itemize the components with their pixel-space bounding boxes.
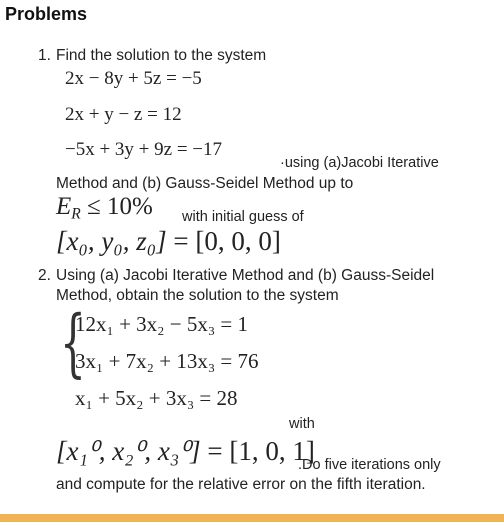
problem-1-equation-3: −5x + 3y + 9z = −17 (65, 139, 223, 160)
problem-1-method-text: ·using (a)Jacobi Iterative (280, 155, 439, 171)
problem-1-number: 1. (38, 47, 51, 64)
iterations-instruction: .Do five iterations only (298, 457, 441, 473)
problem-2-equation-2: 3x₁ + 7x₂ + 13x₃ = 76 (75, 349, 259, 373)
bottom-accent-bar (0, 514, 504, 522)
relative-error-formula (56, 193, 153, 223)
page-title: Problems (5, 4, 88, 24)
problem-1-equation-1: 2x − 8y + 5z = −5 (65, 68, 202, 89)
problem-2-guess-vector: [x₁⁰, x₂⁰, x₃⁰] (56, 436, 201, 466)
problem-2-with-label: with (289, 416, 315, 432)
problem-1-initial-guess (56, 226, 281, 257)
problem-2-last-line: and compute for the relative error on the fifth iteration. (56, 476, 426, 493)
problem-2-line-1: Using (a) Jacobi Iterative Method and (b) Gauss-Seidel (56, 267, 435, 284)
relative-error-symbol: E (56, 193, 72, 220)
problem-1-intro: Find the solution to the system (56, 47, 267, 64)
system-brace: { (60, 300, 86, 386)
relative-error-threshold: ≤ 10% (80, 193, 153, 220)
initial-guess-label: with initial guess of (182, 209, 304, 225)
problem-2-equation-3: x₁ + 5x₂ + 3x₃ = 28 (75, 386, 238, 410)
relative-error-subscript: R (71, 205, 81, 223)
problem-2-initial-guess (56, 436, 315, 467)
problem-2-guess-values: = [1, 0, 1] (207, 436, 315, 466)
problem-1-guess-vector: [x₀, y₀, z₀] (56, 226, 167, 256)
problem-2-line-2: Method, obtain the solution to the system (56, 287, 339, 304)
problem-1-equation-2: 2x + y − z = 12 (65, 104, 182, 125)
problem-2-number: 2. (38, 267, 51, 284)
problem-2-equation-1: 12x₁ + 3x₂ − 5x₃ = 1 (75, 312, 248, 336)
problem-1-method-text-2: Method and (b) Gauss-Seidel Method up to (56, 175, 354, 192)
problem-1-guess-values: = [0, 0, 0] (173, 226, 281, 256)
